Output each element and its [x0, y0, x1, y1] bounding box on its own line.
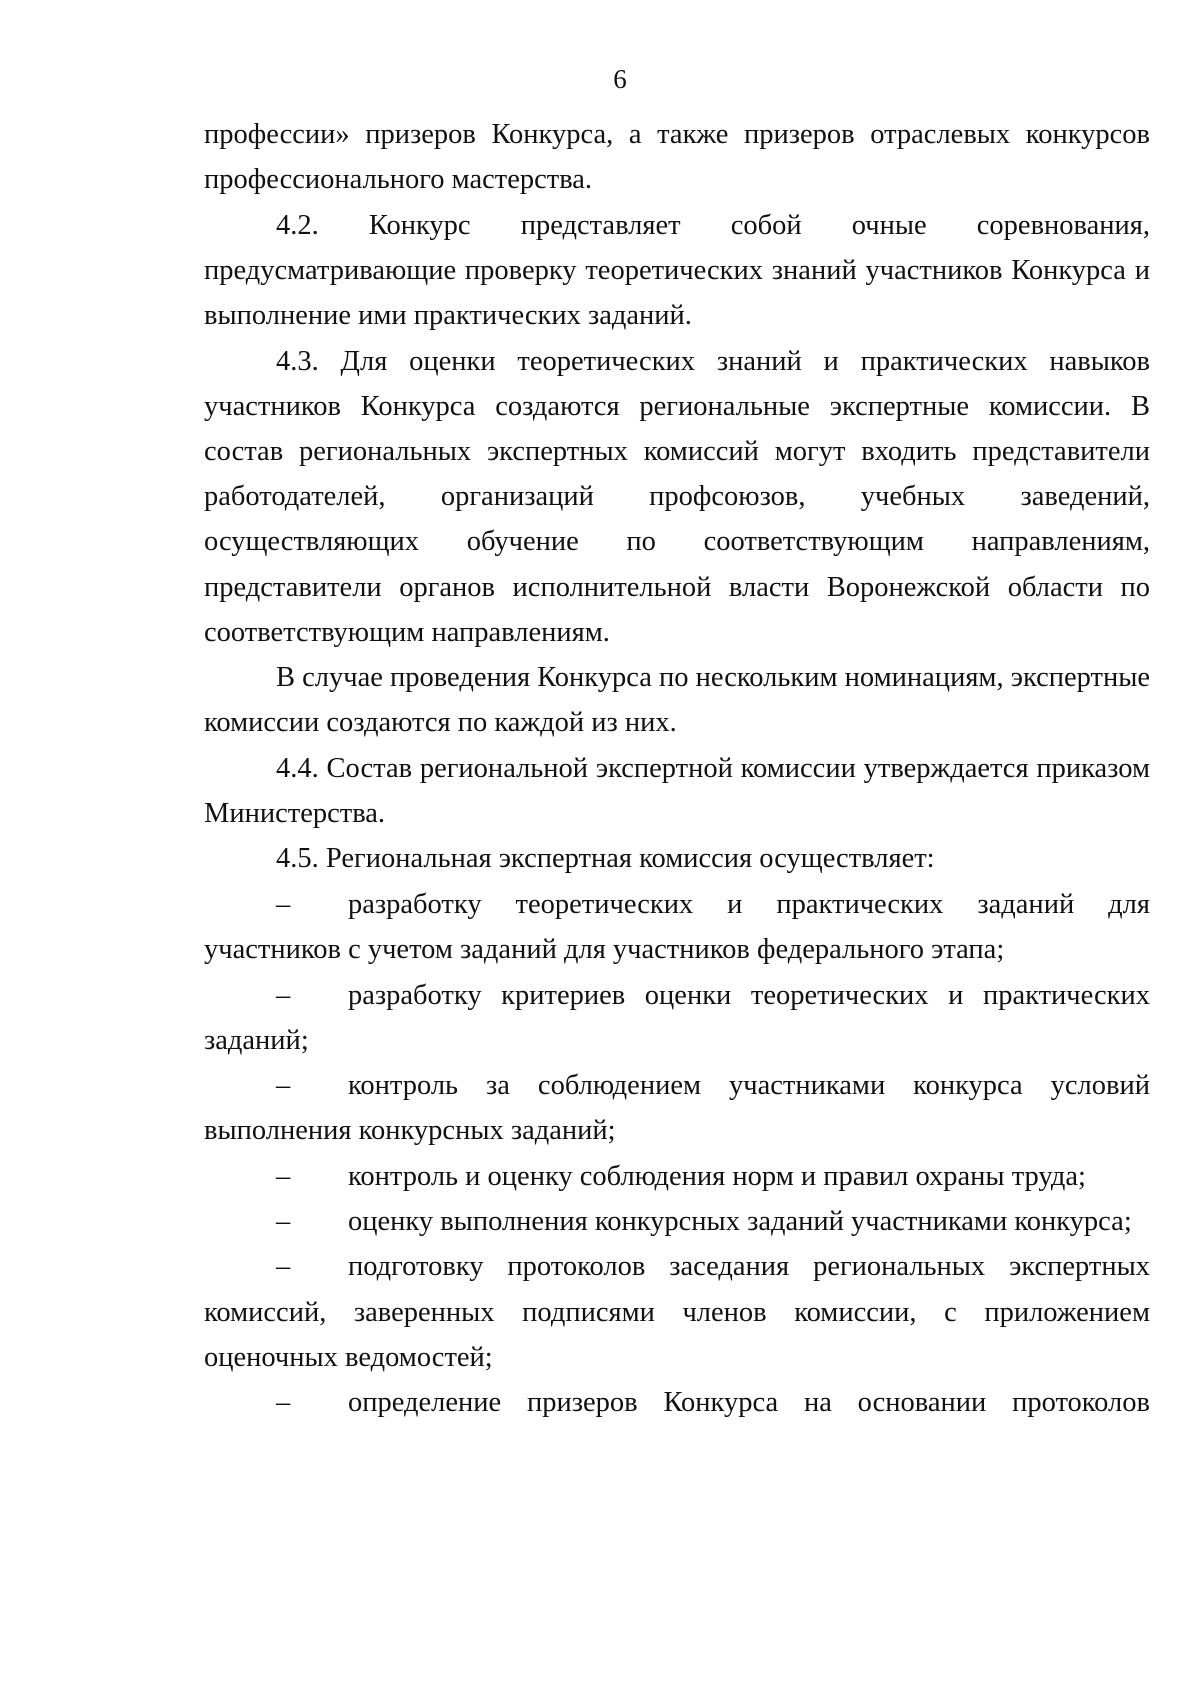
- text-line: осуществляющих обучение по соответствующим направлениям,: [204, 526, 1150, 557]
- dash-bullet: –: [276, 1251, 291, 1282]
- text-line: профессии» призеров Конкурса, а также призеров отраслевых конкурсов: [204, 119, 1150, 150]
- paragraph-4-4-start: 4.4. Состав региональной экспертной комиссии утверждается приказом: [276, 753, 1150, 784]
- paragraph-4-3-start: 4.3. Для оценки теоретических знаний и практических навыков: [276, 346, 1150, 377]
- list-item: [276, 1249, 1150, 1285]
- list-item: [276, 1385, 1150, 1421]
- text-line: выполнения конкурсных заданий;: [204, 1115, 616, 1146]
- text-line: состав региональных экспертных комиссий могут входить представители: [204, 436, 1150, 467]
- text-line: работодателей, организаций профсоюзов, учебных заведений,: [204, 481, 1150, 512]
- paragraph-nominations-start: В случае проведения Конкурса по нескольким номинациям, экспертные: [276, 662, 1151, 693]
- text-line: соответствующим направлениям.: [204, 617, 610, 648]
- dash-bullet: –: [276, 1387, 291, 1418]
- list-item: [276, 1159, 1150, 1195]
- text-line: предусматривающие проверку теоретических знаний участников Конкурса и: [204, 255, 1150, 286]
- list-item-text: определение призеров Конкурса на основании протоколов: [348, 1387, 1150, 1418]
- list-item-text: контроль за соблюдением участниками конкурса условий: [348, 1070, 1150, 1101]
- dash-bullet: –: [276, 1070, 291, 1101]
- text-line: оценочных ведомостей;: [204, 1342, 493, 1373]
- page-number: 6: [613, 64, 627, 94]
- list-item-text: подготовку протоколов заседания региональных экспертных: [348, 1251, 1150, 1282]
- list-item: [276, 1068, 1150, 1104]
- list-item-text: контроль и оценку соблюдения норм и правил охраны труда;: [348, 1161, 1086, 1192]
- text-line: профессионального мастерства.: [204, 164, 593, 195]
- dash-bullet: –: [276, 1206, 291, 1237]
- text-line: Министерства.: [204, 798, 386, 829]
- dash-bullet: –: [276, 1161, 291, 1192]
- text-line: представители органов исполнительной власти Воронежской области по: [204, 572, 1150, 603]
- text-line: участников с учетом заданий для участников федерального этапа;: [204, 934, 1005, 965]
- list-item-text: разработку теоретических и практических заданий для: [348, 889, 1150, 920]
- list-item: [276, 978, 1150, 1014]
- list-item: [276, 887, 1150, 923]
- text-line: комиссий, заверенных подписями членов комиссии, с приложением: [204, 1297, 1150, 1328]
- paragraph-4-5-start: 4.5. Региональная экспертная комиссия осуществляет:: [276, 843, 935, 874]
- list-item: [276, 1204, 1150, 1240]
- text-line: комиссии создаются по каждой из них.: [204, 707, 677, 738]
- list-item-text: оценку выполнения конкурсных заданий участниками конкурса;: [348, 1206, 1132, 1237]
- dash-bullet: –: [276, 889, 291, 920]
- text-line: заданий;: [204, 1025, 309, 1056]
- text-line: выполнение ими практических заданий.: [204, 300, 692, 331]
- dash-bullet: –: [276, 980, 291, 1011]
- paragraph-4-2-start: 4.2. Конкурс представляет собой очные соревнования,: [276, 210, 1150, 241]
- list-item-text: разработку критериев оценки теоретических и практических: [348, 980, 1150, 1011]
- text-line: участников Конкурса создаются региональные экспертные комиссии. В: [204, 391, 1150, 422]
